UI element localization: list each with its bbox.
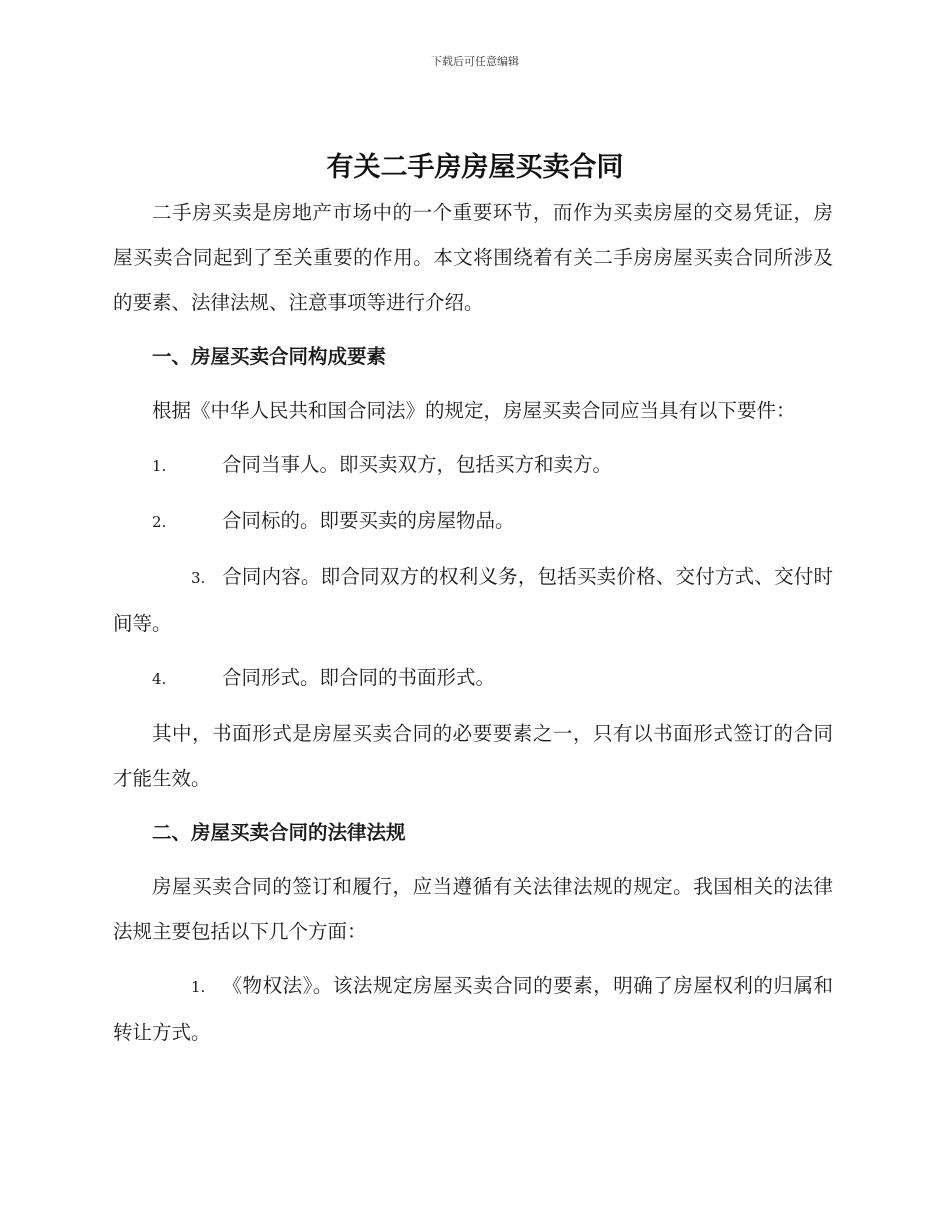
list-number: 2. [152,513,167,531]
list-number: 4. [152,670,167,688]
list-number: 3. [191,569,206,587]
list-item [113,554,833,646]
list-item [113,498,833,545]
list-item-text: 合同形式。即合同的书面形式。 [222,666,496,689]
section-heading-1: 一、房屋买卖合同构成要素 [152,345,387,368]
list-number: 1. [152,457,167,475]
list-item [113,963,833,1055]
list-item-text: 合同标的。即要买卖的房屋物品。 [222,509,515,532]
document-title: 有关二手房房屋买卖合同 [326,152,624,183]
list-item-text: 合同内容。即合同双方的权利义务，包括买卖价格、交付方式、交付时间等。 [113,565,833,635]
document-body [113,190,833,1064]
list-item [113,442,833,489]
section2-lead-paragraph: 房屋买卖合同的签订和履行，应当遵循有关法律法规的规定。我国相关的法律法规主要包括以下几个方面： [113,875,833,943]
list-number: 1. [191,978,206,996]
list-item-text: 《物权法》。该法规定房屋买卖合同的要素，明确了房屋权利的归属和转让方式。 [113,974,833,1044]
list-item [113,655,833,702]
section1-lead-paragraph: 根据《中华人民共和国合同法》的规定，房屋买卖合同应当具有以下要件： [152,399,796,422]
section1-note-paragraph: 其中，书面形式是房屋买卖合同的必要要素之一，只有以书面形式签订的合同才能生效。 [113,722,833,790]
section-heading-2: 二、房屋买卖合同的法律法规 [152,821,406,844]
page-header: 下载后可任意编辑 [431,55,519,68]
list-item-text: 合同当事人。即买卖双方，包括买方和卖方。 [222,453,613,476]
intro-paragraph: 二手房买卖是房地产市场中的一个重要环节，而作为买卖房屋的交易凭证，房屋买卖合同起到了至关重要的作用。本文将围绕着有关二手房房屋买卖合同所涉及的要素、法律法规、注意事项等进行介绍。 [113,201,833,314]
